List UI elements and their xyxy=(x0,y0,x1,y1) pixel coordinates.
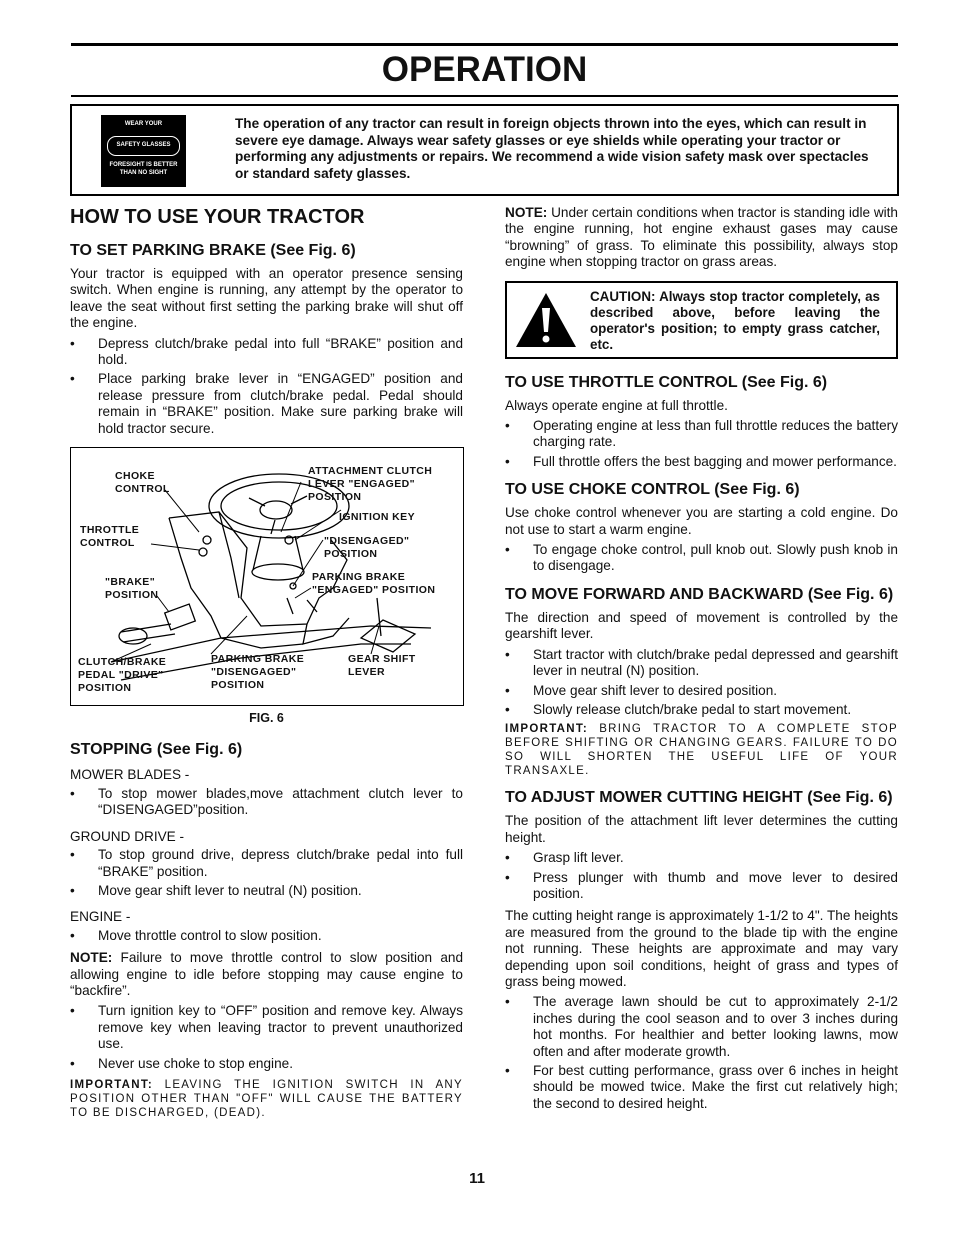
badge-line2: SAFETY GLASSES xyxy=(107,136,180,156)
list-item: • Operating engine at less than full throttle reduces the battery charging rate. xyxy=(505,418,898,451)
list-item: • Turn ignition key to “OFF” position and remove key. Always remove key when leaving tractor to prevent unauthorized use. xyxy=(70,1003,463,1052)
list-item: • The average lawn should be cut to approximately 2-1/2 inches during the cool season and to over 3 inches during hot months. For healthier and better looking lawns, mow often and after moderate growth. xyxy=(505,994,898,1060)
stopping-note xyxy=(70,950,463,999)
label-gear-shift-lever: GEAR SHIFT LEVER xyxy=(348,653,416,679)
throttle-list xyxy=(505,418,898,470)
label-throttle-control: THROTTLE CONTROL xyxy=(80,524,140,550)
list-item: • Move gear shift lever to neutral (N) position. xyxy=(70,883,463,899)
throttle-intro: Always operate engine at full throttle. xyxy=(505,397,728,413)
height-paragraph: The cutting height range is approximately 1-1/2 to 4". The heights are measured from the ground to the blade tip with the engine not running. These heights are approximate and may vary depending upon soil conditions, height of grass and types of grass being mowed. xyxy=(505,908,898,989)
note-label: NOTE: xyxy=(505,205,548,220)
page-title: OPERATION xyxy=(381,50,588,89)
throttle-heading: TO USE THROTTLE CONTROL (See Fig. 6) xyxy=(505,373,828,391)
label-parking-brake-disengaged: PARKING BRAKE "DISENGAGED" POSITION xyxy=(211,653,305,692)
top-rule xyxy=(71,43,898,46)
important-text: LEAVING THE IGNITION SWITCH IN ANY POSITION OTHER THAN "OFF" WILL CAUSE THE BATTERY TO BE DISCHARGED, (DEAD). xyxy=(70,1078,463,1119)
important-label: IMPORTANT: xyxy=(70,1078,154,1091)
badge-line1: WEAR YOUR xyxy=(124,121,163,127)
caution-text: CAUTION: Always stop tractor completely, as described above, before leaving the operator's position; to empty grass catcher, etc. xyxy=(590,288,880,352)
note-text: Under certain conditions when tractor is standing idle with the engine running, hot engine exhaust gases may cause “browning” of grass. To eliminate this possibility, always stop engine when stopping tractor on grass areas. xyxy=(505,205,898,270)
lawn-tips-list xyxy=(505,994,898,1112)
label-parking-brake-engaged: PARKING BRAKE "ENGAGED" POSITION xyxy=(312,571,436,597)
list-item: • To engage choke control, pull knob out. Slowly push knob in to disengage. xyxy=(505,542,898,575)
important-gears xyxy=(505,722,898,778)
label-choke-control: CHOKE CONTROL xyxy=(115,470,170,496)
list-item: • Full throttle offers the best bagging and mower performance. xyxy=(505,454,898,470)
figure-caption: FIG. 6 xyxy=(249,711,284,726)
label-disengaged-position: "DISENGAGED" POSITION xyxy=(324,535,410,561)
badge-line4: THAN NO SIGHT xyxy=(119,170,168,176)
height-heading: TO ADJUST MOWER CUTTING HEIGHT (See Fig. 6) xyxy=(505,789,893,807)
list-item: • Move throttle control to slow position. xyxy=(70,928,463,944)
list-item: • Move gear shift lever to desired position. xyxy=(505,683,898,699)
list-item: • Slowly release clutch/brake pedal to start movement. xyxy=(505,702,898,718)
engine-list xyxy=(70,928,463,944)
safety-warning-box xyxy=(70,104,899,196)
important-ignition xyxy=(70,1078,463,1120)
right-column xyxy=(505,205,898,1116)
label-clutch-brake-pedal: CLUTCH/BRAKE PEDAL "DRIVE" POSITION xyxy=(78,656,167,695)
label-ignition-key: IGNITION KEY xyxy=(339,511,415,524)
warning-triangle-icon xyxy=(513,290,579,350)
list-item: • To stop mower blades,move attachment clutch lever to “DISENGAGED”position. xyxy=(70,786,463,819)
label-brake-position: "BRAKE" POSITION xyxy=(105,576,159,602)
list-item: • Grasp lift lever. xyxy=(505,850,898,866)
list-item: • To stop ground drive, depress clutch/brake pedal into full “BRAKE” position. xyxy=(70,847,463,880)
parking-brake-intro: Your tractor is equipped with an operator presence sensing switch. When engine is running, any attempt by the operator to leave the seat without first setting the parking brake will shut off the engine. xyxy=(70,266,463,331)
height-list xyxy=(505,850,898,902)
mower-blades-list xyxy=(70,786,463,819)
move-intro: The direction and speed of movement is controlled by the gearshift lever. xyxy=(505,609,898,642)
stopping-heading: STOPPING (See Fig. 6) xyxy=(70,741,243,759)
warning-text: The operation of any tractor can result in foreign objects thrown into the eyes, which can result in severe eye damage. Always wear safety glasses or eye shields while operating your tractor or performing any adjustments or repairs. We recommend a wide vision safety mask over spectacles or standard safety glasses. xyxy=(235,116,869,181)
title-rule xyxy=(71,95,898,97)
list-item: • Place parking brake lever in “ENGAGED” position and release pressure from clutch/brake pedal. Pedal should remain in “BRAKE” position. Make sure parking brake will hold tractor secure. xyxy=(70,371,463,437)
list-item: • Never use choke to stop engine. xyxy=(70,1056,463,1072)
parking-brake-list xyxy=(70,336,463,437)
ignition-list xyxy=(70,1003,463,1072)
important-text: BRING TRACTOR TO A COMPLETE STOP BEFORE SHIFTING OR CHANGING GEARS. FAILURE TO DO SO WILL SHORTEN THE USEFUL LIFE OF YOUR TRANSAXLE. xyxy=(505,723,898,778)
list-item: • For best cutting performance, grass over 6 inches in height should be mowed twice. Make the first cut relatively high; the second to desired height. xyxy=(505,1063,898,1112)
parking-brake-heading: TO SET PARKING BRAKE (See Fig. 6) xyxy=(70,242,356,259)
page-number: 11 xyxy=(469,1170,485,1187)
list-item: • Start tractor with clutch/brake pedal depressed and gearshift lever in neutral (N) position. xyxy=(505,647,898,680)
ground-drive-list xyxy=(70,847,463,899)
note-text: Failure to move throttle control to slow position and allowing engine to idle before stopping may cause engine to “backfire”. xyxy=(70,950,463,998)
list-item: • Press plunger with thumb and move lever to desired position. xyxy=(505,870,898,903)
left-column xyxy=(70,205,463,1124)
note-label: NOTE: xyxy=(70,950,113,966)
figure-6 xyxy=(70,447,464,706)
caution-box xyxy=(505,281,898,359)
choke-heading: TO USE CHOKE CONTROL (See Fig. 6) xyxy=(505,481,800,499)
browning-note xyxy=(505,205,898,271)
label-attachment-clutch: ATTACHMENT CLUTCH LEVER "ENGAGED" POSITION xyxy=(308,465,433,504)
mower-blades-label: MOWER BLADES - xyxy=(70,767,190,783)
important-label: IMPORTANT: xyxy=(505,723,589,736)
move-heading: TO MOVE FORWARD AND BACKWARD (See Fig. 6) xyxy=(505,585,894,603)
list-item: • Depress clutch/brake pedal into full “BRAKE” position and hold. xyxy=(70,336,463,369)
choke-list xyxy=(505,542,898,575)
choke-intro: Use choke control whenever you are starting a cold engine. Do not use to start a warm engine. xyxy=(505,505,898,537)
engine-label: ENGINE - xyxy=(70,909,131,925)
move-list xyxy=(505,647,898,719)
ground-drive-label: GROUND DRIVE - xyxy=(70,828,185,844)
badge-line3: FORESIGHT IS BETTER xyxy=(109,162,178,168)
height-intro: The position of the attachment lift lever determines the cutting height. xyxy=(505,813,898,845)
safety-glasses-icon xyxy=(101,115,186,187)
section-title: HOW TO USE YOUR TRACTOR xyxy=(70,206,365,228)
